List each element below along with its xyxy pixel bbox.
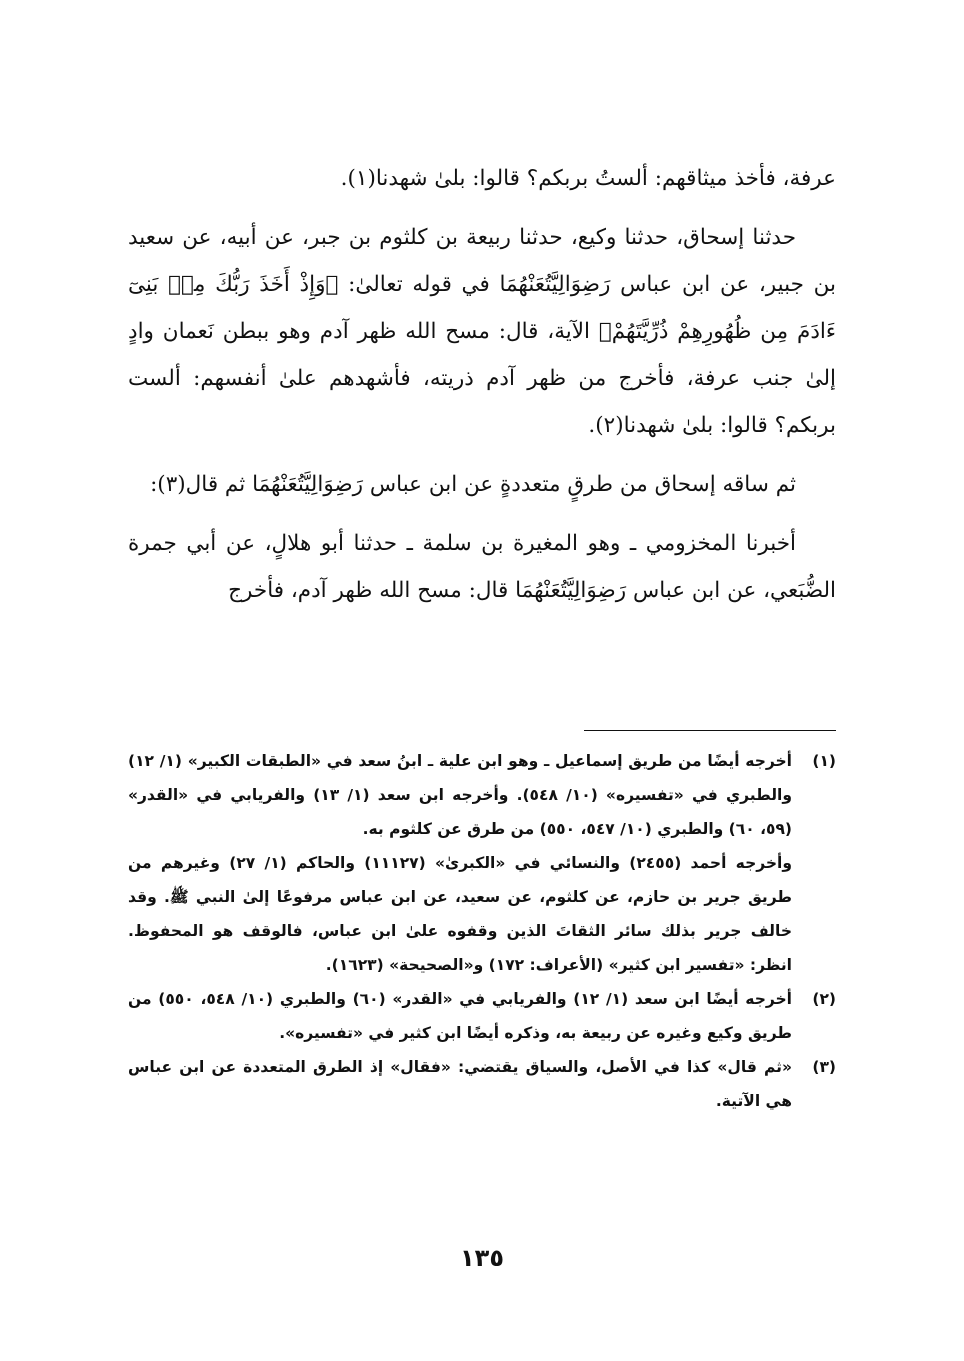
page-number: ١٣٥ [460,1244,504,1272]
footnote-text [128,744,792,982]
footnote-1 [128,744,836,982]
footnote-paragraph: أخرجه أيضًا ابن سعد (١/ ١٢) والفريابي في «القدر» (٦٠) والطبري (١٠/ ٥٤٨، ٥٥٠) من طريق وكيع وغيره عن ربيعة به، وذكره أيضًا ابن كثير في «تفسيره». [128,990,792,1042]
footnote-paragraph: «ثم قال» كذا في الأصل، والسياق يقتضي: «فقال» إذ الطرق المتعددة عن ابن عباس هي الآتية. [128,1058,792,1110]
footnote-text [128,982,792,1050]
footnote-paragraph: وأخرجه أحمد (٢٤٥٥) والنسائي في «الكبرىٰ» (١١١٢٧) والحاكم (١/ ٢٧) وغيرهم من طريق جرير بن حازم، عن كلثوم، عن سعيد، عن ابن عباس مرفوعًا إلىٰ النبي ﷺ. وقد خالف جرير بذلك سائر الثقاتَ الذين وقفوه علىٰ ابن عباس، فالوقف هو المحفوظ. انظر: «تفسير ابن كثير» (الأعراف: ١٧٢) و«الصحيحة» (١٦٢٣). [128,854,793,974]
paragraph-1: عرفة، فأخذ ميثاقهم: ألستُ بربكم؟ قالوا: بلىٰ شهدنا(١). [340,166,836,191]
footnote-2 [128,982,836,1050]
paragraph-4: أخبرنا المخزومي ـ وهو المغيرة بن سلمة ـ حدثنا أبو هلالٍ، عن أبي جمرة الضُّبَعي، عن ابن عباس رَضِوَالِيَّتُعَنْهُمَا قال: مسح الله ظهر آدم، فأخرج [128,531,836,603]
paragraph-3: ثم ساقه إسحاق من طرقٍ متعددةٍ عن ابن عباس رَضِوَالِيَّتُعَنْهُمَا ثم قال(٣): [150,472,796,497]
footnote-number: (٢) [812,990,836,1008]
paragraph-2: حدثنا إسحاق، حدثنا وكيع، حدثنا ربيعة بن كلثوم بن جبر، عن أبيه، عن سعيد بن جبير، عن ابن عباس رَضِوَالِيَّتُعَنْهُمَا في قوله تعالىٰ: ﴿وَإِذْ أَخَذَ رَبُّكَ مِنۢ بَنِىٓ ءَادَمَ مِن ظُهُورِهِمْ ذُرِّيَّتَهُمْ﴾ الآية، قال: مسح الله ظهر آدم وهو ببطن نَعمان وادٍ إلىٰ جنب عرفة، فأخرج من ظهر آدم ذريته، فأشهدهم علىٰ أنفسهم: ألست بربكم؟ قالوا: بلىٰ شهدنا(٢). [128,225,836,438]
footnote-3 [128,1050,836,1118]
footnote-number: (١) [812,752,836,770]
footnote-separator [584,730,836,731]
footnote-text [128,1050,792,1118]
main-text [128,155,836,614]
footnotes [128,744,836,1118]
footnote-number: (٣) [812,1058,836,1076]
footnote-paragraph: أخرجه أيضًا من طريق إسماعيل ـ وهو ابن علية ـ ابنُ سعد في «الطبقات الكبير» (١/ ١٢) والطبري في «تفسيره» (١٠/ ٥٤٨). وأخرجه ابن سعد (١/ ١٣) والفريابي في «القدر» (٥٩، ٦٠) والطبري (١٠/ ٥٤٧، ٥٥٠) من طرق عن كلثوم به. [128,752,793,838]
